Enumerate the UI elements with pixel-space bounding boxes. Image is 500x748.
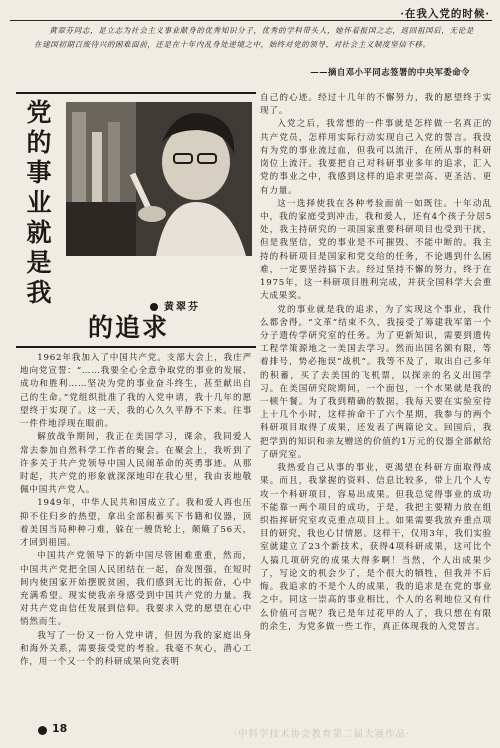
body-column-left [20,352,252,722]
title-char: 党 [26,98,52,127]
epigraph-text: 黄翠芬同志，是立志为社会主义事业献身的优秀知识分子，优秀的学科带头人，她怀着报国之志，返回祖国后，无论是在建国初期百废待兴的困难面前，还是在十年内乱身处逆境之中，始终对党的领导、对社会主义制度坚信不移。 [34,26,474,50]
author-name: 黄翠芬 [164,302,200,313]
title-char: 的 [26,128,52,157]
body-paragraph: 党的事业就是我的追求，为了实现这个事业，我什么都舍得。“文革”结束不久，我接受了筹建我军第一个分子遗传学研究室的任务。为了更新知识，需要到遗传工程学策源地之一美国去学习。然而出国名额有限，等着排号，势必拖误“战机”。我等不及了，取出自己多年的积蓄，买了去美国的飞机票，以探亲的名义出国学习。在美国研究院期间，一个面包，一个水果就是我的一顿午餐。为了我到精确的数据，我每天要在实验室待上十几个小时，这样拚命干了六个星期，我参与的两个科研项目取得了成果，还发表了两篇论文。回国后，我把学到的知识和亲友赠送的价值约1万元的仪器全部献给了研究室。 [260,304,492,460]
page-number: 18 [52,722,68,735]
title-char: 业 [26,188,52,217]
body-paragraph: 中国共产党领导下的新中国尽管困难重重，然而，中国共产党把全国人民团结在一起，奋发图强，在短时间内使国家开始摆脱贫困，我们感到无比的振奋，心中充满希望。现实使我亲身感受到中国共产党的力量。我对共产党由信任发展到信仰。我要求入党的愿望在心中悄然而生。 [20,551,252,628]
page-marker-icon [38,726,47,735]
title-char: 就 [26,218,52,247]
bullet-icon [150,303,158,311]
body-paragraph: 1949年，中华人民共和国成立了。我和爱人再也压抑不住归乡的热望，拿出全部积蓄买下书籍和仪器，顶着美国当局种种刁难，躲在一艘货轮上，颠簸了56天，才回到祖国。 [20,498,252,549]
body-paragraph: 自己的心迹。经过十几年的不懈努力，我的愿望终于实现了。 [260,93,492,117]
scientist-at-lab-photo [66,102,252,256]
body-column-right [260,92,492,732]
body-paragraph: 解放战争期间，我正在美国学习，课余，我同爱人常去参加自然科学工作者的聚会。在聚会上，我听到了许多关于共产党领导中国人民闹革命的英勇事迹。从那时起，共产党的形象就深深地印在我心里，我由衷地敬佩中国共产党人。 [20,432,252,496]
title-char: 我 [26,278,52,307]
author-byline [150,298,200,313]
body-paragraph: 1962年我加入了中国共产党。支部大会上，我庄严地向党宣誓：“……我要全心全意争取党的事业的发展、成功和胜利……坚决为党的事业奋斗终生，甚至献出自己的生命。”党组织批准了我的入党申请，我十几年的愿望终于实现了。这一天，我的心久久平静不下来。往事一件件地浮现在眼前。 [20,353,252,430]
header-rule [10,20,492,21]
epigraph-source: ——摘自邓小平同志签署的中央军委命令 [310,67,470,77]
body-paragraph: 我写了一份又一份入党申请，但因为我的家庭出身和海外关系，需要接受党的考验。我毫不灰心，潜心工作，用一个又一个的科研成果向党表明 [20,630,252,668]
article-title-vertical [22,98,56,308]
section-header: ·在我入党的时候· [400,8,490,20]
body-paragraph: 入党之后，我常想的一件事就是怎样做一名真正的共产党员，怎样用实际行动实现自己入党的誓言。我没有为党的事业流过血，但我可以流汗，在所从事的科研岗位上流汗。我要把自己对科研事业多年的追求，汇入党的事业之中，我感到这样的追求更崇高、更圣洁、更有力量。 [260,119,492,196]
body-paragraph: 这一选择使我在各种考验面前一如既往。十年动乱中，我的家庭受到冲击，我和爱人，还有4个孩子分居5处，我主持研究的一项国家重要科研项目也受到干扰，但是我坚信，党的事业是不可摧毁、不能中断的。我主持的科研项目是国家和党交给的任务，不论遇到什么困难，一定要坚持搞下去。经过坚持不懈的努力，终于在1975年，这一科研项目胜利完成，并获全国科学大会重大成果奖。 [260,198,492,302]
watermark-text: ·中科学技术协会教育第二届大赛作品· [234,729,411,740]
body-paragraph: 我热爱自己从事的事业，更渴望在科研方面取得成果。而且，我掌握的资料、信息比较多，带上几个人专攻一个科研项目，容易出成果。但我总觉得事业的成功不能靠一两个项目的成功，于是，我把主要精力放在组织指挥研究室攻克重点项目上。如果需要我放弃重点项目的研究，我也心甘情愿。这样干，仅用3年，我们实验室就建立了23个新技术，获得4项科研成果，这可比个人搞几项研究的成果大得多啊！当然，个人出成果少了，写论文的机会少了，是个很大的牺牲，但我并不后悔。我追求的不是个人的成果，我的追求是在党的事业之中。同这一崇高的事业相比，个人的名利地位又有什么价值可言呢？我已是年过花甲的人了，我只想在有限的余生，为党多做一些工作，真正体现我的入党誓言。 [260,463,492,632]
title-char: 事 [26,158,52,187]
title-char: 是 [26,248,52,277]
author-photo [66,102,252,256]
article-title-tail: 的追求 [88,313,170,342]
